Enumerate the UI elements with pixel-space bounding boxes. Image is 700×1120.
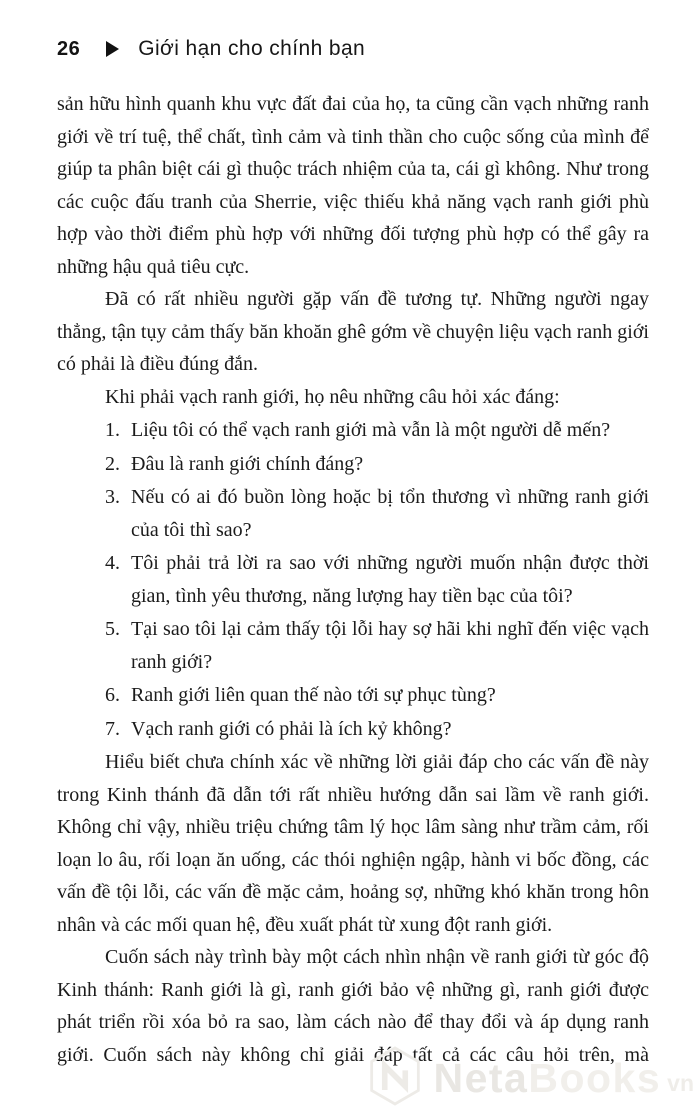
watermark-domain-suffix: vn: [667, 1070, 694, 1096]
list-item-number: 7.: [105, 717, 120, 740]
list-item: [105, 613, 649, 678]
list-item: [105, 448, 649, 481]
list-item: [105, 481, 649, 546]
list-item: [105, 713, 649, 746]
list-item: [105, 547, 649, 612]
list-item-number: 1.: [105, 419, 120, 441]
list-item-text: Tại sao tôi lại cảm thấy tội lỗi hay sợ hãi khi nghĩ đến việc vạch ranh giới?: [131, 618, 649, 673]
paragraph: Hiểu biết chưa chính xác về những lời giải đáp cho các vấn đề này trong Kinh thánh đã dẫn tới rất nhiều hướng dẫn sai lầm về ranh giới. Không chỉ vậy, nhiều triệu chứng tâm lý học lâm sàng như trầm cảm, rối loạn lo âu, rối loạn ăn uống, các thói nghiện ngập, hành vi bốc đồng, các vấn đề tội lỗi, các vấn đề mặc cảm, hoảng sợ, những khó khăn trong hôn nhân và các mối quan hệ, đều xuất phát từ xung đột ranh giới.: [57, 751, 649, 936]
page-number: 26: [57, 37, 81, 60]
list-item-number: 3.: [105, 486, 120, 508]
watermark-brand-books: Books: [528, 1055, 662, 1101]
paragraph: Đã có rất nhiều người gặp vấn đề tương tự. Những người ngay thẳng, tận tụy cảm thấy băn khoăn ghê gớm về chuyện liệu vạch ranh giới có phải là điều đúng đắn.: [57, 288, 649, 375]
list-item-number: 4.: [105, 552, 120, 574]
list-item-text: Nếu có ai đó buồn lòng hoặc bị tổn thương vì những ranh giới của tôi thì sao?: [131, 486, 649, 541]
paragraph: Khi phải vạch ranh giới, họ nêu những câu hỏi xác đáng:: [105, 385, 560, 408]
triangle-bullet-icon: [106, 41, 119, 57]
page-body: [57, 88, 649, 1071]
list-item: [105, 414, 649, 447]
list-item-text: Vạch ranh giới có phải là ích kỷ không?: [131, 717, 452, 740]
questions-list: [57, 414, 649, 745]
paragraph-continuation: sản hữu hình quanh khu vực đất đai của họ, ta cũng cần vạch những ranh giới về trí tuệ, thể chất, tình cảm và tinh thần cho cuộc sống của mình để giúp ta phân biệt cái gì thuộc trách nhiệm của ta, cái gì không. Như trong các cuộc đấu tranh của Sherrie, việc thiếu khả năng vạch ranh giới phù hợp vào thời điểm phù hợp với những đối tượng phù hợp có thể gây ra những hậu quả tiêu cực.: [57, 93, 649, 278]
paragraph: Cuốn sách này trình bày một cách nhìn nhận về ranh giới từ góc độ Kinh thánh: Ranh giới là gì, ranh giới bảo vệ những gì, ranh giới được phát triển rồi xóa bỏ ra sao, làm cách nào để thay đổi và áp dụng ranh giới. Cuốn sách này không chỉ giải đáp tất cả các câu hỏi trên, mà: [57, 946, 649, 1066]
list-item-text: Đâu là ranh giới chính đáng?: [131, 452, 364, 475]
list-item-number: 5.: [105, 618, 120, 640]
list-item: [105, 679, 649, 712]
watermark-brand-neta: Neta: [433, 1055, 529, 1101]
list-item-text: Liệu tôi có thể vạch ranh giới mà vẫn là một người dễ mến?: [131, 419, 611, 441]
list-item-text: Tôi phải trả lời ra sao với những người muốn nhận được thời gian, tình yêu thương, năng lượng hay tiền bạc của tôi?: [131, 552, 649, 607]
list-item-number: 6.: [105, 684, 120, 706]
chapter-title: Giới hạn cho chính bạn: [138, 37, 366, 60]
running-header: [57, 36, 649, 62]
list-item-text: Ranh giới liên quan thế nào tới sự phục tùng?: [131, 684, 496, 706]
list-item-number: 2.: [105, 452, 120, 475]
